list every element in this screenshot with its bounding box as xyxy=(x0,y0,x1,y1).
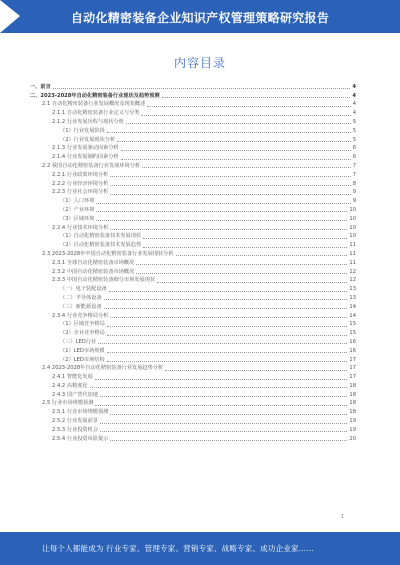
toc-entry[interactable] xyxy=(30,240,356,249)
toc-leader-dots xyxy=(110,175,350,177)
toc-entry-title: 2.5.1 行业市场规模预测 xyxy=(52,409,109,416)
toc-entry-page: 14 xyxy=(349,303,356,310)
toc-entry-title: 二、2023-2028年自动化精密装备行业现状及趋势预测 xyxy=(30,92,160,99)
toc-leader-dots xyxy=(121,149,351,151)
toc-entry-page: 17 xyxy=(349,374,356,381)
toc-entry[interactable] xyxy=(30,179,356,188)
toc-leader-dots xyxy=(110,228,347,230)
toc-leader-dots xyxy=(121,158,351,160)
toc-leader-dots xyxy=(157,281,347,283)
toc-entry-page: 9 xyxy=(352,189,356,196)
toc-entry-title: 2.5.2 行业发展前景 xyxy=(52,418,98,425)
toc-entry[interactable] xyxy=(30,223,356,232)
toc-entry-title: 2.3.1 全球自动化精密装备市场概况 xyxy=(52,259,135,266)
toc-entry[interactable] xyxy=(30,434,356,443)
toc-entry-title: 2.2.4 行业技术环境分析 xyxy=(52,224,109,231)
toc-entry[interactable] xyxy=(30,337,356,346)
toc-leader-dots xyxy=(110,439,347,441)
toc-leader-dots xyxy=(95,378,348,380)
toc-entry-page: 6 xyxy=(352,154,356,161)
toc-leader-dots xyxy=(147,105,350,107)
toc-entry-title: （2）自动化精密装备技术发展趋势 xyxy=(60,242,142,249)
toc-entry[interactable] xyxy=(30,381,356,390)
toc-entry[interactable] xyxy=(30,276,356,285)
toc-leader-dots xyxy=(104,307,348,309)
toc-entry-page: 18 xyxy=(349,391,356,398)
toc-entry[interactable] xyxy=(30,364,356,373)
toc-entry[interactable] xyxy=(30,284,356,293)
toc-entry-title: 2.3.2 中国自动化精密装备市场概况 xyxy=(52,268,135,275)
toc-entry-title: （三）LED行业 xyxy=(60,338,97,345)
toc-entry-page: 4 xyxy=(352,92,356,99)
toc-entry-page: 8 xyxy=(352,180,356,187)
toc-entry-page: 18 xyxy=(349,382,356,389)
toc-entry[interactable] xyxy=(30,267,356,276)
toc-entry-title: 2.4.2 高精度化 xyxy=(52,382,88,389)
toc-heading: 内容目录 xyxy=(173,56,226,70)
toc-entry[interactable] xyxy=(30,91,356,100)
toc-entry[interactable] xyxy=(30,214,356,223)
toc-entry-page: 4 xyxy=(352,110,356,117)
toc-entry[interactable] xyxy=(30,320,356,329)
toc-entry[interactable] xyxy=(30,355,356,364)
toc-entry-title: （一）电子装配设备 xyxy=(60,286,107,293)
toc-leader-dots xyxy=(53,87,351,89)
toc-entry-title: 2.1.4 行业发展制约因素分析 xyxy=(52,154,119,161)
toc-entry[interactable] xyxy=(30,170,356,179)
toc-leader-dots xyxy=(176,254,348,256)
toc-entry-page: 20 xyxy=(349,435,356,442)
toc-leader-dots xyxy=(162,96,351,98)
toc-entry-page: 10 xyxy=(349,233,356,240)
toc-entry[interactable] xyxy=(30,205,356,214)
toc-leader-dots xyxy=(143,237,347,239)
report-footer-bar xyxy=(0,532,400,565)
toc-leader-dots xyxy=(100,422,347,424)
toc-entry[interactable] xyxy=(30,117,356,126)
toc-entry[interactable] xyxy=(30,328,356,337)
toc-leader-dots xyxy=(117,140,351,142)
toc-entry[interactable] xyxy=(30,258,356,267)
toc-entry-title: 2.3.4 行业竞争格局分析 xyxy=(52,312,109,319)
toc-entry-title: 2.2 我国自动化精密装备行业发展环境分析 xyxy=(42,162,141,169)
toc-entry-title: 2.2.3 行业社会环境分析 xyxy=(52,189,109,196)
toc-entry-title: 2.1 自动化精密装备行业发展概况及现状概述 xyxy=(42,101,146,108)
toc-entry-page: 9 xyxy=(352,198,356,205)
toc-entry[interactable] xyxy=(30,196,356,205)
toc-entry-page: 15 xyxy=(349,330,356,337)
toc-entry-page: 15 xyxy=(349,321,356,328)
toc-entry-title: 2.4 2023-2028年自动化精密装备行业发展趋势分析 xyxy=(42,365,164,372)
toc-leader-dots xyxy=(136,263,347,265)
toc-entry-title: 2.2.2 行业经济环境分析 xyxy=(52,180,109,187)
toc-entry-title: 2.4.1 智能化发展 xyxy=(52,374,93,381)
toc-entry-page: 14 xyxy=(349,312,356,319)
toc-leader-dots xyxy=(96,219,347,221)
toc-entry-page: 10 xyxy=(349,224,356,231)
toc-entry[interactable] xyxy=(30,372,356,381)
toc-leader-dots xyxy=(107,351,348,353)
toc-entry[interactable] xyxy=(30,82,356,91)
toc-leader-dots xyxy=(100,430,347,432)
toc-entry[interactable] xyxy=(30,188,356,197)
toc-entry-title: 一、前言 xyxy=(30,83,51,90)
toc-entry-page: 12 xyxy=(349,277,356,284)
toc-entry[interactable] xyxy=(30,249,356,258)
toc-entry-title: （2）行业发展现状分析 xyxy=(60,136,116,143)
toc-entry-page: 7 xyxy=(352,162,356,169)
toc-entry[interactable] xyxy=(30,390,356,399)
toc-entry[interactable] xyxy=(30,144,356,153)
toc-leader-dots xyxy=(110,316,347,318)
page-number: 1 xyxy=(341,514,345,520)
toc-entry-title: （1）LED市场规模 xyxy=(60,347,105,354)
toc-entry-title: 2.1.2 行业发展历程与现状分析 xyxy=(52,118,124,125)
toc-entry-page: 18 xyxy=(349,400,356,407)
toc-leader-dots xyxy=(96,202,350,204)
toc-entry-title: （二）半导体设备 xyxy=(60,294,102,301)
report-header-bar xyxy=(0,0,400,33)
toc-entry-page: 7 xyxy=(352,171,356,178)
report-title: 自动化精密装备企业知识产权管理策略研究报告 xyxy=(70,11,330,25)
toc-entry[interactable] xyxy=(30,108,356,117)
toc-leader-dots xyxy=(90,386,348,388)
toc-entry-page: 16 xyxy=(349,347,356,354)
toc-leader-dots xyxy=(143,246,347,248)
toc-entry-title: 2.3 2023-2028年中国自动化精密装备行业发展现状分析 xyxy=(42,250,174,257)
toc-leader-dots xyxy=(141,114,350,116)
toc-entry-page: 13 xyxy=(349,286,356,293)
toc-entry-title: 2.4.3 国产替代加速 xyxy=(52,391,98,398)
toc-entry-page: 5 xyxy=(352,127,356,134)
toc-entry-title: （1）区域竞争格局 xyxy=(60,321,105,328)
toc-entry-page: 17 xyxy=(349,365,356,372)
toc-entry-title: （1）人口环境 xyxy=(60,198,95,205)
toc-entry-page: 5 xyxy=(352,118,356,125)
toc-entry-title: 2.5.3 行业投资机会 xyxy=(52,426,98,433)
toc-leader-dots xyxy=(98,342,347,344)
toc-entry[interactable] xyxy=(30,407,356,416)
toc-entry[interactable] xyxy=(30,311,356,320)
toc-entry-page: 17 xyxy=(349,356,356,363)
toc-entry-title: （3）区域环境 xyxy=(60,215,95,222)
toc-entry[interactable] xyxy=(30,425,356,434)
toc-entry-title: （2）LED市场结构 xyxy=(60,356,105,363)
toc-entry-page: 19 xyxy=(349,418,356,425)
toc-leader-dots xyxy=(110,413,347,415)
toc-entry-title: 2.5.4 行业投资风险提示 xyxy=(52,435,109,442)
toc-entry-page: 12 xyxy=(349,268,356,275)
toc-entry-page: 13 xyxy=(349,294,356,301)
toc-entry-title: 2.1.1 自动化精密装备行业定义与分类 xyxy=(52,110,140,117)
toc-entry-title: 2.1.3 行业发展驱动因素分析 xyxy=(52,145,119,152)
toc-entry-page: 19 xyxy=(349,426,356,433)
toc-entry-page: 10 xyxy=(349,215,356,222)
toc-entry-title: （1）自动化精密装备技术发展现状 xyxy=(60,233,142,240)
toc-entry-page: 16 xyxy=(349,338,356,345)
toc-entry[interactable] xyxy=(30,100,356,109)
toc-leader-dots xyxy=(104,298,348,300)
toc-leader-dots xyxy=(96,210,347,212)
toc-entry-page: 11 xyxy=(349,242,356,249)
toc-leader-dots xyxy=(126,122,351,124)
toc-entry[interactable] xyxy=(30,293,356,302)
table-of-contents xyxy=(30,82,356,443)
toc-leader-dots xyxy=(165,369,347,371)
toc-entry[interactable] xyxy=(30,399,356,408)
toc-entry-title: 2.3.3 中国自动化精密装备细分市场发展现状 xyxy=(52,277,156,284)
toc-entry-page: 5 xyxy=(352,136,356,143)
toc-entry[interactable] xyxy=(30,152,356,161)
toc-leader-dots xyxy=(110,193,350,195)
toc-entry-title: （1）行业发展阶段 xyxy=(60,127,105,134)
toc-entry-page: 4 xyxy=(352,83,356,90)
toc-entry[interactable] xyxy=(30,135,356,144)
toc-entry-title: 2.2.1 行业政策环境分析 xyxy=(52,171,109,178)
toc-entry-page: 4 xyxy=(352,101,356,108)
toc-leader-dots xyxy=(107,360,348,362)
toc-entry-page: 11 xyxy=(349,259,356,266)
toc-leader-dots xyxy=(100,395,347,397)
toc-entry[interactable] xyxy=(30,232,356,241)
toc-entry-page: 18 xyxy=(349,409,356,416)
toc-entry[interactable] xyxy=(30,161,356,170)
toc-leader-dots xyxy=(109,290,348,292)
footer-slogan: 让每个人都能成为 行业专家、管理专家、营销专家、战略专家、成功企业家…… xyxy=(42,544,315,553)
toc-entry-title: 2.5 行业市场规模预测 xyxy=(42,400,94,407)
toc-leader-dots xyxy=(136,272,347,274)
toc-entry[interactable] xyxy=(30,416,356,425)
toc-leader-dots xyxy=(142,166,351,168)
toc-entry-title: （2）企业竞争格局 xyxy=(60,330,105,337)
toc-entry[interactable] xyxy=(30,346,356,355)
toc-entry[interactable] xyxy=(30,302,356,311)
toc-entry-title: （三）新能源设备 xyxy=(60,303,102,310)
toc-leader-dots xyxy=(110,184,350,186)
toc-leader-dots xyxy=(107,131,351,133)
toc-entry-page: 11 xyxy=(349,250,356,257)
toc-leader-dots xyxy=(107,334,348,336)
toc-entry-title: （2）产业环境 xyxy=(60,206,95,213)
toc-leader-dots xyxy=(95,404,347,406)
toc-leader-dots xyxy=(107,325,348,327)
toc-entry[interactable] xyxy=(30,126,356,135)
toc-entry-page: 6 xyxy=(352,145,356,152)
toc-entry-page: 10 xyxy=(349,206,356,213)
